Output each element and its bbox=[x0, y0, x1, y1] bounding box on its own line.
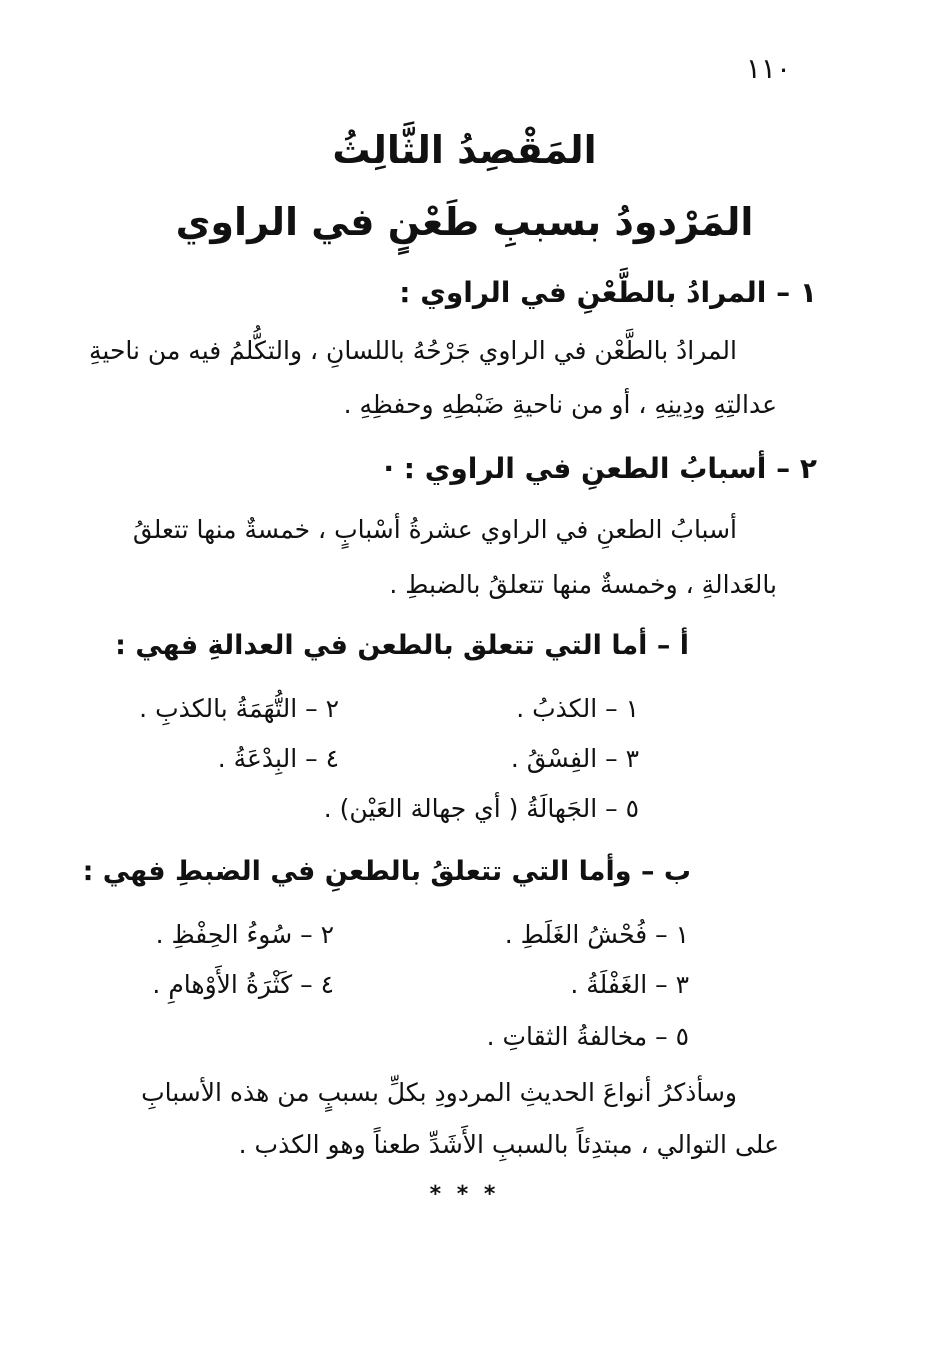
group-a-item-1: ١ – الكذبُ . bbox=[516, 694, 639, 723]
closing-line-2: على التوالي ، مبتدِئاً بالسببِ الأَشَدِّ طعناً وهو الكذب . bbox=[238, 1130, 779, 1159]
page-title: المَقْصِدُ الثَّالِثُ bbox=[332, 128, 597, 172]
group-b-item-4: ٤ – كَثْرَةُ الأَوْهامِ . bbox=[152, 970, 334, 999]
group-a-item-5: ٥ – الجَهالَةُ ( أي جهالة العَيْن) . bbox=[323, 794, 639, 823]
section-1-line-2: عدالتِهِ ودِينِهِ ، أو من ناحيةِ ضَبْطِهِ وحفظِهِ . bbox=[343, 390, 777, 419]
group-b-item-1: ١ – فُحْشُ الغَلَطِ . bbox=[504, 920, 689, 949]
section-separator: * * * bbox=[429, 1182, 500, 1207]
group-a-heading: أ – أما التي تتعلق بالطعن في العدالةِ فهي : bbox=[115, 630, 689, 661]
page-subtitle: المَرْدودُ بسببِ طَعْنٍ في الراوي bbox=[175, 200, 754, 244]
section-2-heading: ٢ – أسبابُ الطعنِ في الراوي : · bbox=[383, 452, 817, 485]
group-b-heading: ب – وأما التي تتعلقُ بالطعنِ في الضبطِ فهي : bbox=[82, 856, 691, 887]
group-a-item-4: ٤ – البِدْعَةُ . bbox=[217, 744, 339, 773]
group-a-item-3: ٣ – الفِسْقُ . bbox=[510, 744, 639, 773]
section-2-line-1: أسبابُ الطعنِ في الراوي عشرةُ أسْبابٍ ، خمسةٌ منها تتعلقُ bbox=[132, 515, 737, 544]
section-1-line-1: المرادُ بالطَّعْن في الراوي جَرْحُهُ باللسانِ ، والتكُّلمُ فيه من ناحيةِ bbox=[89, 336, 737, 365]
section-2-line-2: بالعَدالةِ ، وخمسةٌ منها تتعلقُ بالضبطِ . bbox=[389, 570, 777, 599]
group-a-item-2: ٢ – التُّهَمَةُ بالكذبِ . bbox=[139, 694, 339, 723]
group-b-item-3: ٣ – الغَفْلَةُ . bbox=[570, 970, 689, 999]
group-b-item-5: ٥ – مخالفةُ الثقاتِ . bbox=[486, 1022, 689, 1051]
group-b-item-2: ٢ – سُوءُ الحِفْظِ . bbox=[155, 920, 334, 949]
section-1-heading: ١ – المرادُ بالطَّعْنِ في الراوي : bbox=[399, 276, 817, 309]
closing-line-1: وسأذكرُ أنواعَ الحديثِ المردودِ بكلِّ بسببٍ من هذه الأسبابِ bbox=[141, 1078, 737, 1107]
page-number: ١١٠ bbox=[745, 52, 791, 85]
